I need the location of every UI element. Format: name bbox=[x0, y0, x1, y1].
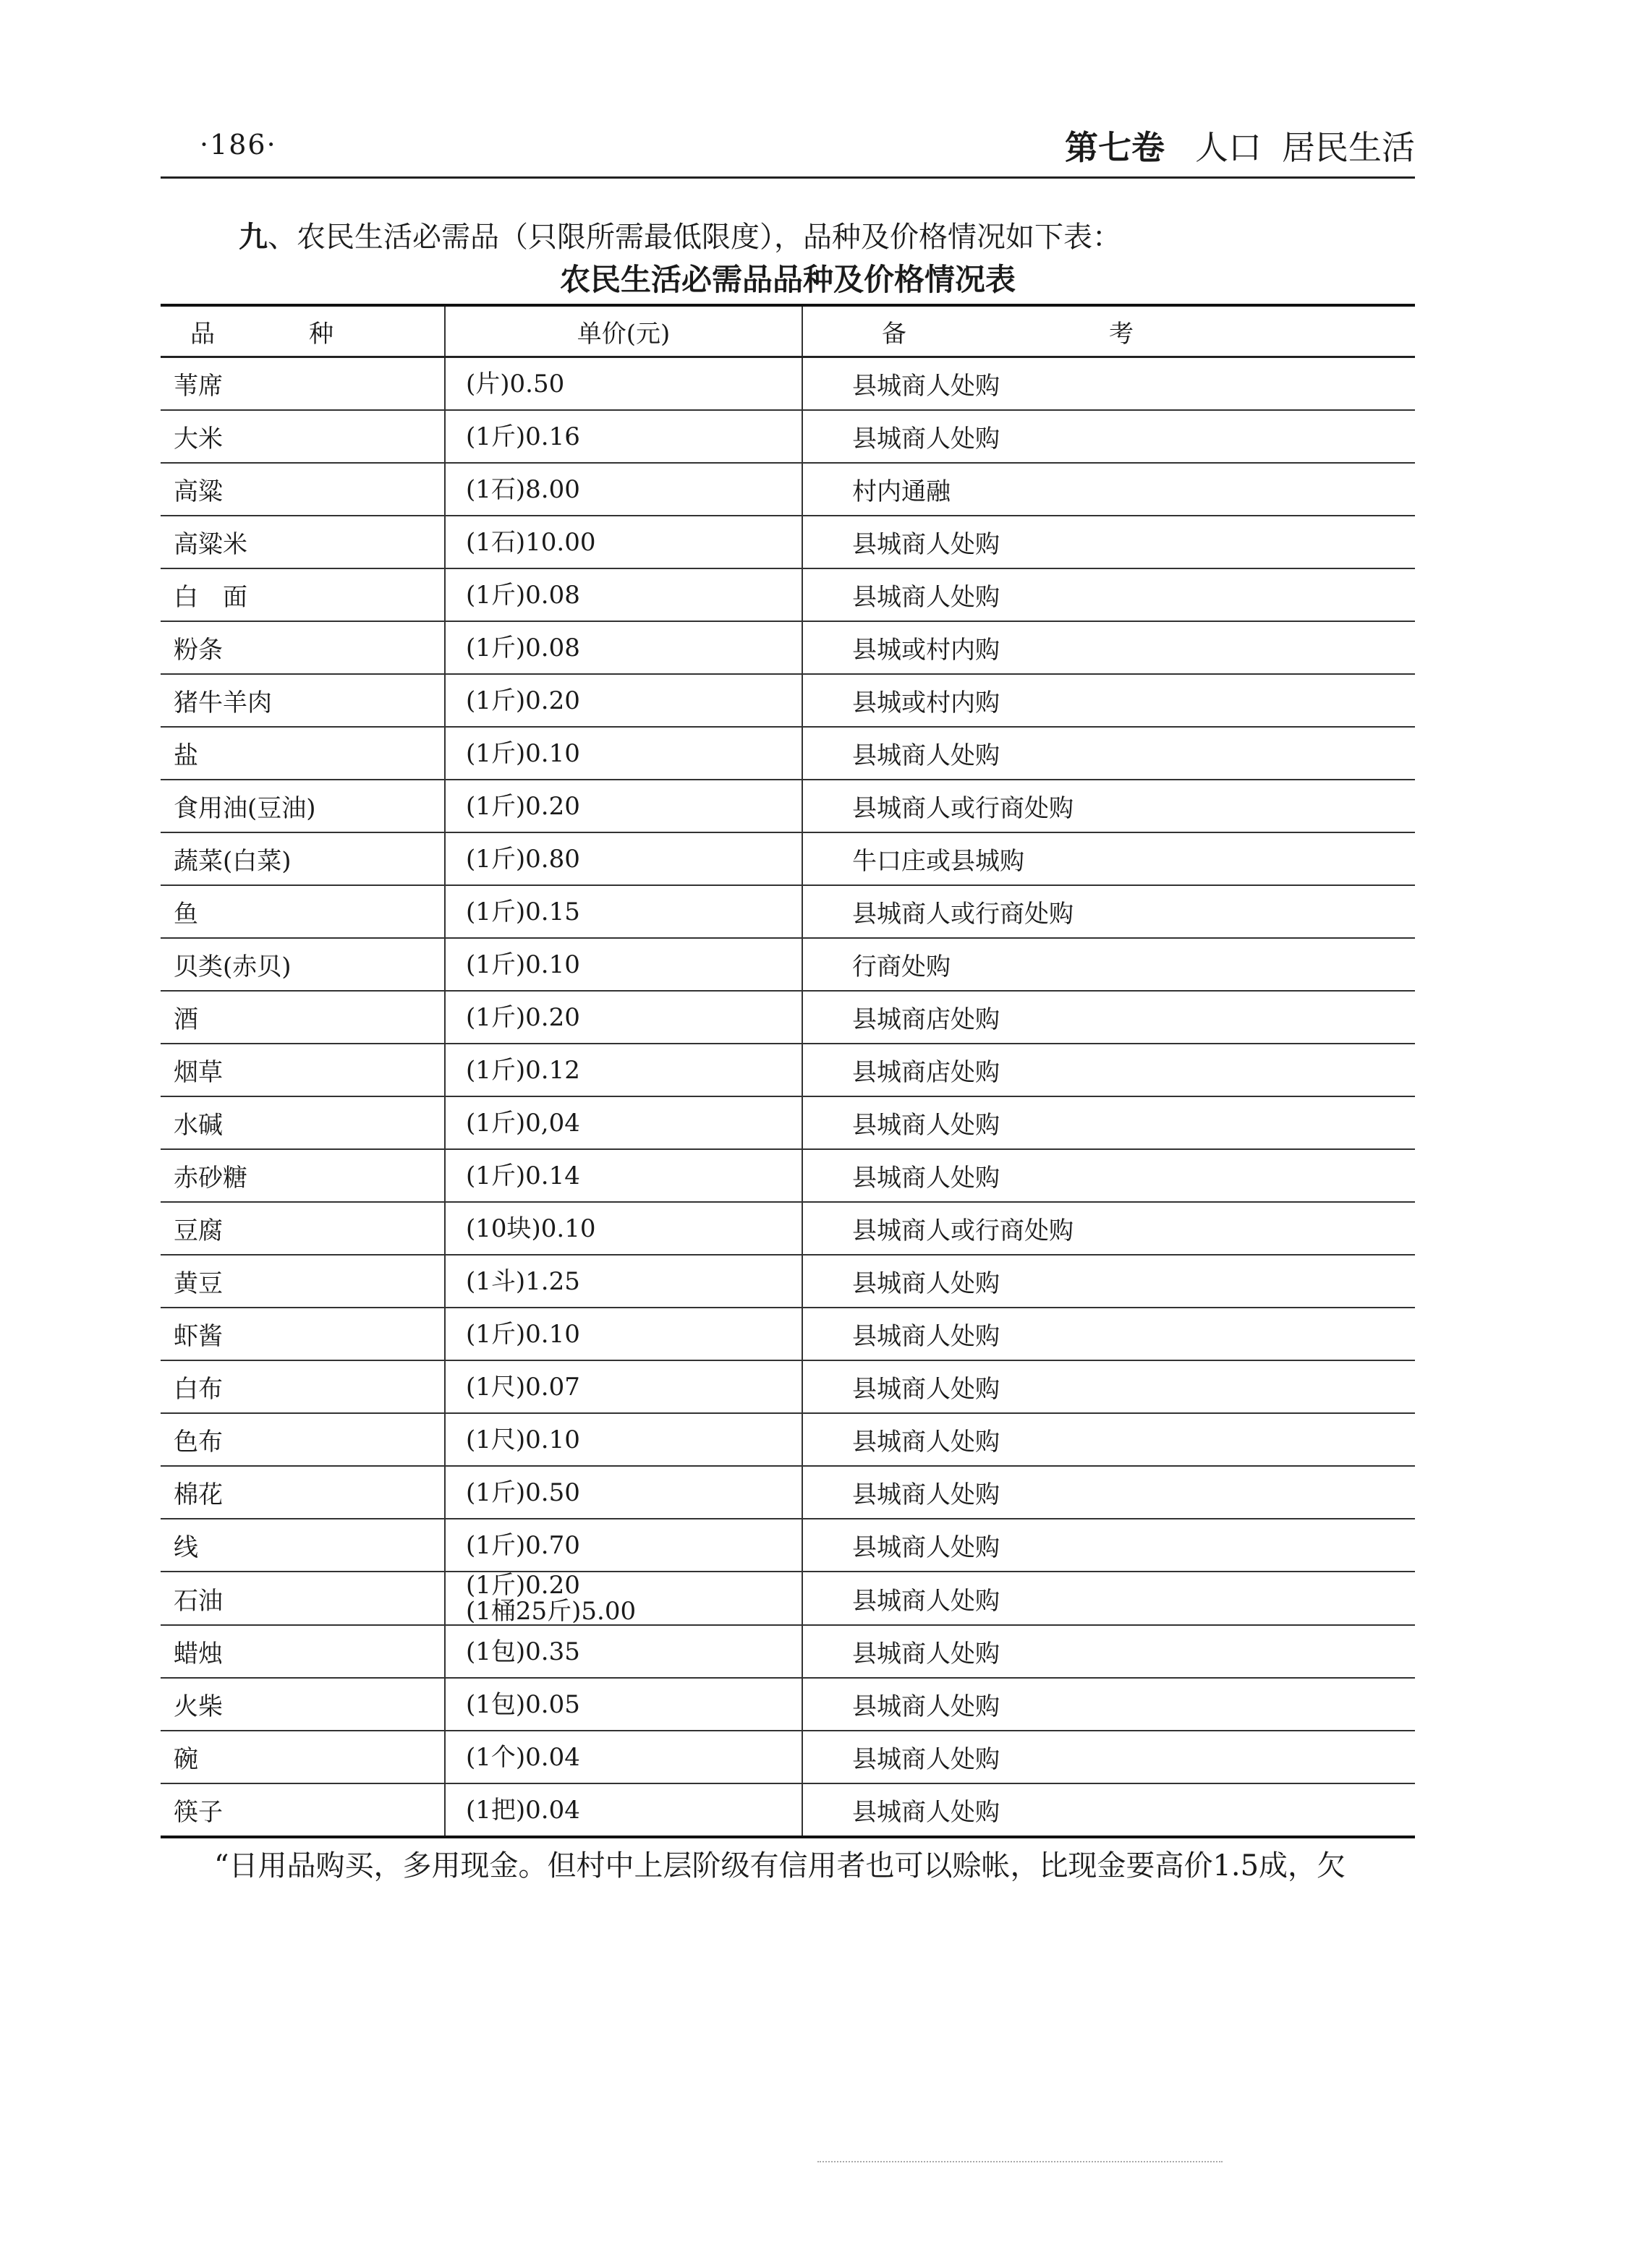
table-row bbox=[161, 1149, 1415, 1202]
table-row bbox=[161, 621, 1415, 674]
header-rule bbox=[161, 176, 1415, 179]
unit-price-cell bbox=[445, 1255, 802, 1308]
item-name-cell: 烟草 bbox=[161, 1044, 445, 1096]
purchase-note-cell: 牛口庄或县城购 bbox=[802, 832, 1415, 885]
unit-price-line: (1斤)0.10 bbox=[466, 950, 580, 979]
table-row bbox=[161, 516, 1415, 568]
unit-price-line: (1斤)0.08 bbox=[466, 580, 580, 610]
table-row bbox=[161, 938, 1415, 991]
section-label: 人口 bbox=[1195, 128, 1262, 167]
purchase-note-cell: 县城或村内购 bbox=[802, 674, 1415, 727]
purchase-note-cell: 县城商人处购 bbox=[802, 568, 1415, 621]
purchase-note-cell: 县城商人处购 bbox=[802, 1466, 1415, 1519]
unit-price-cell bbox=[445, 463, 802, 516]
running-header bbox=[1065, 122, 1415, 169]
unit-price-line: (1斤)0.14 bbox=[466, 1161, 580, 1190]
item-name-cell: 赤砂糖 bbox=[161, 1149, 445, 1202]
unit-price-cell bbox=[445, 885, 802, 938]
item-name-cell: 棉花 bbox=[161, 1466, 445, 1519]
item-name-cell: 鱼 bbox=[161, 885, 445, 938]
unit-price-cell bbox=[445, 568, 802, 621]
purchase-note-cell: 县城商人处购 bbox=[802, 410, 1415, 463]
item-name-cell: 虾酱 bbox=[161, 1308, 445, 1360]
unit-price-line: (1斤)0.08 bbox=[466, 633, 580, 662]
unit-price-line: (1包)0.35 bbox=[466, 1637, 580, 1666]
table-row bbox=[161, 885, 1415, 938]
unit-price-cell bbox=[445, 1466, 802, 1519]
purchase-note-cell: 县城商人处购 bbox=[802, 516, 1415, 568]
purchase-note-cell: 县城商人处购 bbox=[802, 1731, 1415, 1783]
purchase-note-cell: 县城商人处购 bbox=[802, 1413, 1415, 1466]
item-name-cell: 大米 bbox=[161, 410, 445, 463]
table-row bbox=[161, 1625, 1415, 1678]
unit-price-cell bbox=[445, 1731, 802, 1783]
table-body bbox=[161, 357, 1415, 1838]
purchase-note-cell: 县城商人或行商处购 bbox=[802, 885, 1415, 938]
unit-price-cell bbox=[445, 1202, 802, 1255]
unit-price-cell bbox=[445, 1308, 802, 1360]
column-header-note: 备考 bbox=[802, 305, 1415, 357]
unit-price-line: (1斤)0,04 bbox=[466, 1108, 580, 1138]
item-name-cell: 高粱米 bbox=[161, 516, 445, 568]
page-number: ·186· bbox=[200, 129, 277, 161]
table-row bbox=[161, 568, 1415, 621]
purchase-note-cell: 县城商人处购 bbox=[802, 1678, 1415, 1731]
table-row bbox=[161, 1360, 1415, 1413]
unit-price-line: (1斤)0.20 bbox=[466, 1571, 580, 1600]
table-row bbox=[161, 1255, 1415, 1308]
column-header-item: 品种 bbox=[161, 305, 445, 357]
unit-price-cell bbox=[445, 1044, 802, 1096]
purchase-note-cell: 县城商人处购 bbox=[802, 1572, 1415, 1625]
unit-price-line: (1斤)0.20 bbox=[466, 1002, 580, 1032]
unit-price-line: (1石)10.00 bbox=[466, 527, 596, 557]
unit-price-line: (1尺)0.10 bbox=[466, 1425, 580, 1454]
unit-price-line: (1斗)1.25 bbox=[466, 1266, 580, 1296]
table-row bbox=[161, 1096, 1415, 1149]
price-table bbox=[161, 304, 1415, 1838]
unit-price-line: (1把)0.04 bbox=[466, 1795, 580, 1825]
table-row bbox=[161, 1308, 1415, 1360]
item-name-cell: 酒 bbox=[161, 991, 445, 1044]
item-name-cell: 盐 bbox=[161, 727, 445, 780]
unit-price-cell bbox=[445, 1678, 802, 1731]
item-name-cell: 蜡烛 bbox=[161, 1625, 445, 1678]
scan-artifact bbox=[817, 2161, 1223, 2162]
unit-price-line: (1石)8.00 bbox=[466, 474, 580, 504]
unit-price-cell bbox=[445, 1783, 802, 1837]
purchase-note-cell: 村内通融 bbox=[802, 463, 1415, 516]
table-row bbox=[161, 1731, 1415, 1783]
unit-price-cell bbox=[445, 832, 802, 885]
table-row bbox=[161, 1202, 1415, 1255]
purchase-note-cell: 县城商人处购 bbox=[802, 1308, 1415, 1360]
item-name-cell: 水碱 bbox=[161, 1096, 445, 1149]
unit-price-cell bbox=[445, 516, 802, 568]
table-row bbox=[161, 674, 1415, 727]
item-name-cell: 黄豆 bbox=[161, 1255, 445, 1308]
unit-price-cell bbox=[445, 1096, 802, 1149]
item-name-cell: 色布 bbox=[161, 1413, 445, 1466]
item-name-cell: 豆腐 bbox=[161, 1202, 445, 1255]
unit-price-line: (1斤)0.20 bbox=[466, 686, 580, 715]
purchase-note-cell: 县城商人处购 bbox=[802, 1255, 1415, 1308]
table-row bbox=[161, 1413, 1415, 1466]
item-name-cell: 贝类(赤贝) bbox=[161, 938, 445, 991]
unit-price-line: (1斤)0.10 bbox=[466, 1319, 580, 1349]
unit-price-line: (1斤)0.50 bbox=[466, 1478, 580, 1507]
unit-price-line: (1斤)0.16 bbox=[466, 422, 580, 451]
item-name-cell: 白 面 bbox=[161, 568, 445, 621]
unit-price-cell bbox=[445, 780, 802, 832]
unit-price-line: (1尺)0.07 bbox=[466, 1372, 580, 1402]
footer-paragraph: “日用品购买，多用现金。但村中上层阶级有信用者也可以赊帐，比现金要高价1.5成，欠 bbox=[214, 1849, 1346, 1883]
purchase-note-cell: 行商处购 bbox=[802, 938, 1415, 991]
purchase-note-cell: 县城商人处购 bbox=[802, 1096, 1415, 1149]
purchase-note-cell: 县城商人处购 bbox=[802, 1625, 1415, 1678]
intro-paragraph bbox=[239, 214, 1121, 255]
table-row bbox=[161, 727, 1415, 780]
item-name-cell: 食用油(豆油) bbox=[161, 780, 445, 832]
unit-price-cell bbox=[445, 991, 802, 1044]
item-name-cell: 白布 bbox=[161, 1360, 445, 1413]
unit-price-cell bbox=[445, 1360, 802, 1413]
table-row bbox=[161, 1466, 1415, 1519]
purchase-note-cell: 县城或村内购 bbox=[802, 621, 1415, 674]
unit-price-line: (1斤)0.20 bbox=[466, 791, 580, 821]
item-name-cell: 蔬菜(白菜) bbox=[161, 832, 445, 885]
column-header-price: 单价(元) bbox=[445, 305, 802, 357]
table-title: 农民生活必需品品种及价格情况表 bbox=[559, 262, 1016, 297]
item-name-cell: 石油 bbox=[161, 1572, 445, 1625]
table-row bbox=[161, 463, 1415, 516]
table-header-row bbox=[161, 305, 1415, 357]
unit-price-cell bbox=[445, 1572, 802, 1625]
subsection-label: 居民生活 bbox=[1282, 128, 1415, 167]
unit-price-cell bbox=[445, 357, 802, 411]
unit-price-cell bbox=[445, 938, 802, 991]
unit-price-line: (片)0.50 bbox=[466, 369, 565, 398]
item-name-cell: 筷子 bbox=[161, 1783, 445, 1837]
purchase-note-cell: 县城商人处购 bbox=[802, 1360, 1415, 1413]
item-name-cell: 碗 bbox=[161, 1731, 445, 1783]
unit-price-line: (1斤)0.80 bbox=[466, 844, 580, 874]
table-row bbox=[161, 780, 1415, 832]
table-row bbox=[161, 832, 1415, 885]
purchase-note-cell: 县城商人处购 bbox=[802, 727, 1415, 780]
table-row bbox=[161, 357, 1415, 411]
item-name-cell: 粉条 bbox=[161, 621, 445, 674]
table-row bbox=[161, 1783, 1415, 1837]
unit-price-cell bbox=[445, 1149, 802, 1202]
purchase-note-cell: 县城商人处购 bbox=[802, 1149, 1415, 1202]
unit-price-line: (1包)0.05 bbox=[466, 1689, 580, 1719]
intro-number: 九 bbox=[239, 220, 268, 254]
unit-price-cell bbox=[445, 1413, 802, 1466]
volume-label: 第七卷 bbox=[1065, 128, 1165, 167]
item-name-cell: 火柴 bbox=[161, 1678, 445, 1731]
purchase-note-cell: 县城商人或行商处购 bbox=[802, 780, 1415, 832]
item-name-cell: 猪牛羊肉 bbox=[161, 674, 445, 727]
item-name-cell: 线 bbox=[161, 1519, 445, 1572]
unit-price-line: (1斤)0.10 bbox=[466, 738, 580, 768]
unit-price-line: (1桶25斤)5.00 bbox=[466, 1597, 637, 1626]
purchase-note-cell: 县城商人处购 bbox=[802, 1519, 1415, 1572]
table-row bbox=[161, 410, 1415, 463]
purchase-note-cell: 县城商人处购 bbox=[802, 1783, 1415, 1837]
unit-price-cell bbox=[445, 727, 802, 780]
unit-price-cell bbox=[445, 410, 802, 463]
unit-price-line: (10块)0.10 bbox=[466, 1214, 596, 1243]
unit-price-cell bbox=[445, 1519, 802, 1572]
unit-price-line: (1个)0.04 bbox=[466, 1742, 580, 1772]
purchase-note-cell: 县城商人或行商处购 bbox=[802, 1202, 1415, 1255]
purchase-note-cell: 县城商人处购 bbox=[802, 357, 1415, 411]
item-name-cell: 苇席 bbox=[161, 357, 445, 411]
purchase-note-cell: 县城商店处购 bbox=[802, 991, 1415, 1044]
table-row bbox=[161, 1519, 1415, 1572]
unit-price-cell bbox=[445, 1625, 802, 1678]
unit-price-cell bbox=[445, 674, 802, 727]
unit-price-line: (1斤)0.70 bbox=[466, 1530, 580, 1560]
table-row bbox=[161, 991, 1415, 1044]
intro-text: 、农民生活必需品（只限所需最低限度），品种及价格情况如下表： bbox=[268, 221, 1121, 254]
table-row bbox=[161, 1572, 1415, 1625]
table-row bbox=[161, 1678, 1415, 1731]
unit-price-line: (1斤)0.12 bbox=[466, 1055, 580, 1085]
item-name-cell: 高粱 bbox=[161, 463, 445, 516]
table-row bbox=[161, 1044, 1415, 1096]
unit-price-cell bbox=[445, 621, 802, 674]
purchase-note-cell: 县城商店处购 bbox=[802, 1044, 1415, 1096]
unit-price-line: (1斤)0.15 bbox=[466, 897, 580, 926]
